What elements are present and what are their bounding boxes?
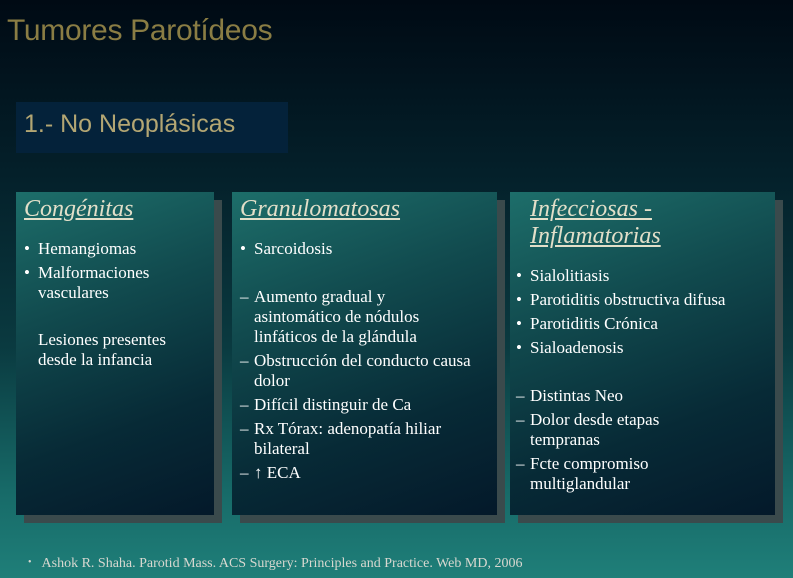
list-item <box>240 463 490 483</box>
list-item <box>516 290 771 310</box>
panel-heading-line2: Inflamatorias <box>530 223 661 249</box>
footer-bullet: • <box>28 557 32 568</box>
dash-glyph: – <box>240 419 249 438</box>
list-item <box>516 386 771 406</box>
dash-glyph: – <box>240 351 249 370</box>
bullet-list <box>516 266 771 362</box>
list-item <box>24 263 188 303</box>
list-item <box>24 239 206 259</box>
subtitle-box <box>16 102 288 153</box>
list-item-text: Fcte compromiso multiglandular <box>530 454 649 493</box>
dash-glyph: – <box>516 410 525 429</box>
bullet-list <box>24 239 206 307</box>
list-item <box>240 395 490 415</box>
list-item <box>516 314 771 334</box>
dash-glyph: – <box>240 463 249 482</box>
list-item-text: Malformaciones vasculares <box>38 263 150 302</box>
list-item <box>240 239 490 259</box>
panel-heading: Granulomatosas <box>240 196 401 222</box>
dash-list <box>240 287 490 487</box>
dash-glyph: – <box>516 386 525 405</box>
bullet-glyph: • <box>516 266 522 285</box>
panel-heading-line1: Infecciosas - <box>530 196 652 222</box>
slide-title: Tumores Parotídeos <box>7 14 273 47</box>
subtitle-text: 1.- No Neoplásicas <box>24 110 236 138</box>
list-item-text: Distintas Neo <box>530 386 624 405</box>
citation-text: Ashok R. Shaha. Parotid Mass. ACS Surgery: Principles and Practice. Web MD, 2006 <box>41 556 523 571</box>
bullet-glyph: • <box>516 338 522 357</box>
panel-note: Lesiones presentes desde la infancia <box>38 330 166 369</box>
list-item-text: Parotiditis obstructiva difusa <box>530 290 726 309</box>
bullet-glyph: • <box>240 239 246 258</box>
list-item <box>240 351 479 391</box>
panel-granulomatosas <box>232 192 497 515</box>
bullet-glyph: • <box>516 290 522 309</box>
citation-footer <box>28 556 522 572</box>
list-item-text: Sarcoidosis <box>254 239 333 258</box>
panel-congenitas <box>16 192 214 515</box>
dash-glyph: – <box>240 395 249 414</box>
list-item-text: Obstrucción del conducto causa dolor <box>254 351 471 390</box>
list-item-text: Sialolitiasis <box>530 266 610 285</box>
bullet-list <box>240 239 490 263</box>
list-item-text: Sialoadenosis <box>530 338 624 357</box>
bullet-glyph: • <box>516 314 522 333</box>
list-item-text: Hemangiomas <box>38 239 137 258</box>
list-item-text: Parotiditis Crónica <box>530 314 658 333</box>
list-item <box>516 410 720 450</box>
panel-heading <box>530 196 760 250</box>
panel-infecciosas <box>510 192 775 515</box>
bullet-glyph: • <box>24 239 30 258</box>
list-item <box>240 287 454 347</box>
list-item <box>516 338 771 358</box>
dash-list <box>516 386 771 498</box>
list-item-text: ↑ ECA <box>254 463 301 482</box>
bullet-glyph: • <box>24 263 30 282</box>
list-item-text: Rx Tórax: adenopatía hiliar bilateral <box>254 419 442 458</box>
list-item-text: Aumento gradual y asintomático de nódulos linfáticos de la glándula <box>254 287 420 346</box>
panel-heading: Congénitas <box>24 196 134 222</box>
list-item <box>516 454 700 494</box>
list-item <box>516 266 771 286</box>
list-item-text: Difícil distinguir de Ca <box>254 395 412 414</box>
list-item <box>240 419 494 459</box>
dash-glyph: – <box>240 287 249 306</box>
list-item-text: Dolor desde etapas tempranas <box>530 410 660 449</box>
dash-glyph: – <box>516 454 525 473</box>
